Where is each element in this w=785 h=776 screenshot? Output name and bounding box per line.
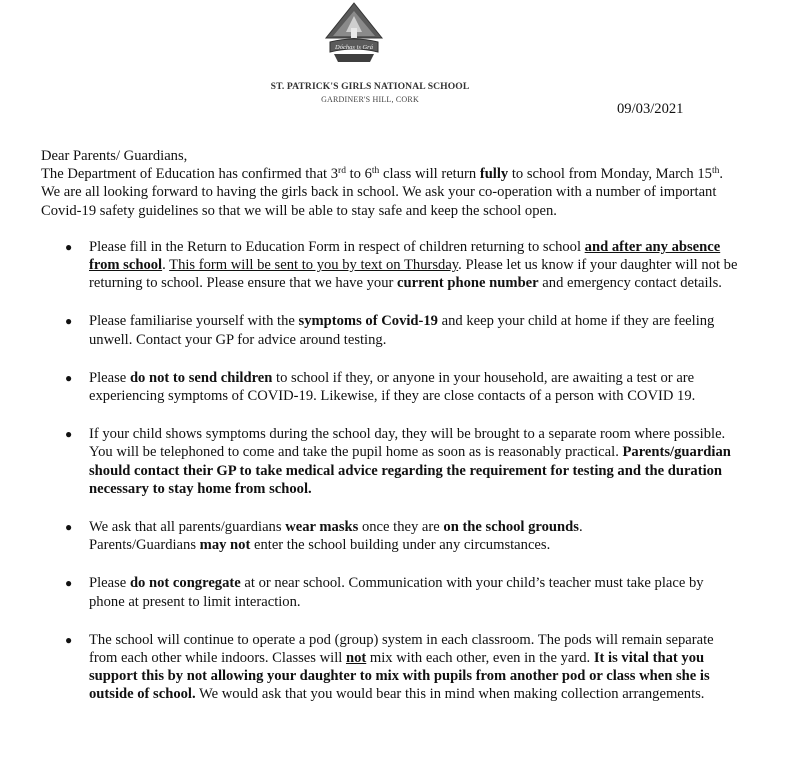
bullet-icon: ● [65, 632, 73, 647]
intro-text: class will return [379, 166, 480, 183]
bullet-icon: ● [65, 427, 73, 442]
item-text: We ask that all parents/guardians [89, 519, 286, 536]
item-text: The school will continue to operate a pod (group) system in each classroom. The pods will remain separate from each other while indoors. Classes will [89, 631, 714, 667]
item-text: Please fill in the Return to Education Form in respect of children returning to school [89, 238, 585, 255]
item-text: We would ask that you would bear this in mind when making collection arrangements. [195, 686, 705, 703]
guideline-list [41, 238, 741, 704]
letter-date: 09/03/2021 [617, 101, 684, 117]
salutation: Dear Parents/ Guardians, [41, 148, 188, 164]
item-bold: do not congregate [129, 575, 241, 592]
intro-sup: rd [338, 166, 346, 177]
item-text: . Please let us know if your daughter will not be returning to school. Please ensure that we have your [89, 257, 738, 292]
item-text: once they are [358, 519, 444, 536]
bullet-icon: ● [65, 314, 73, 329]
guideline-item [41, 631, 741, 704]
item-bold: do not to send children [129, 369, 273, 386]
item-text: at or near school. Communication with your child’s teacher must take place by phone at present to limit interaction. [89, 575, 704, 610]
school-name: ST. PATRICK'S GIRLS NATIONAL SCHOOL [270, 81, 470, 92]
item-bold: symptoms of Covid-19 [298, 313, 438, 330]
item-bold-underline: and after any absence from school [89, 238, 721, 274]
school-address: GARDINER'S HILL, CORK [321, 95, 419, 104]
item-text: to school if they, or anyone in your household, are awaiting a test or are experiencing symptoms of COVID-19. Likewise, if they are close contacts of a person with COVID 19. [89, 369, 696, 405]
guideline-item [41, 238, 741, 293]
intro-text: . We are all looking forward to having the girls back in school. We ask your co-operation with a number of important Covid-19 safety guidelines so that we will be able to stay safe and keep the school open. [41, 166, 724, 219]
item-bold: wear masks [285, 519, 359, 536]
guideline-item [41, 574, 741, 610]
intro-text: The Department of Education has confirmed that 3 [41, 166, 339, 183]
guideline-item [41, 369, 741, 405]
item-text: . [162, 257, 170, 274]
bullet-icon: ● [65, 520, 73, 535]
item-text: . [578, 519, 583, 536]
guideline-item [41, 425, 741, 498]
item-text: mix with each other, even in the yard. [366, 650, 594, 667]
item-bold: Parents/guardian should contact their GP to take medical advice regarding the requirement for testing and the duration necessary to stay home from school. [89, 444, 731, 497]
intro-bold: fully [479, 166, 509, 183]
intro-text: to 6 [345, 166, 372, 183]
bullet-icon: ● [65, 370, 73, 385]
item-bold: It is vital that you support this by not allowing your daughter to mix with pupils from another pod or class when she is outside of school. [89, 650, 710, 703]
item-bold-underline: not [345, 650, 367, 667]
item-text: If your child shows symptoms during the school day, they will be brought to a separate room where possible. You will be telephoned to come and take the pupil home as soon as is reasonably practical. [89, 426, 726, 461]
item-text: Please familiarise yourself with the [89, 313, 299, 330]
intro-sup: th [371, 166, 380, 177]
letter-body [41, 147, 741, 704]
item-text: Please [89, 369, 130, 386]
intro-text: to school from Monday, March 15 [508, 166, 712, 183]
item-text: Parents/Guardians [89, 537, 200, 554]
item-text: and emergency contact details. [538, 275, 722, 292]
guideline-item [41, 312, 741, 348]
item-text: and keep your child at home if they are feeling unwell. Contact your GP for advice around testing. [89, 313, 715, 348]
guideline-item [41, 518, 741, 554]
bullet-icon: ● [65, 576, 73, 591]
item-bold: on the school grounds [443, 519, 579, 536]
item-bold: may not [199, 537, 251, 554]
item-text: enter the school building under any circumstances. [250, 537, 551, 554]
crest-motto: Dóchas is Grá [335, 44, 373, 51]
item-bold: current phone number [397, 275, 539, 292]
item-text: Please [89, 575, 130, 592]
school-crest-logo [324, 2, 384, 68]
intro-paragraph [41, 165, 741, 220]
item-underline: This form will be sent to you by text on Thursday [169, 257, 459, 274]
bullet-icon: ● [65, 239, 73, 254]
intro-sup: th [711, 166, 720, 177]
